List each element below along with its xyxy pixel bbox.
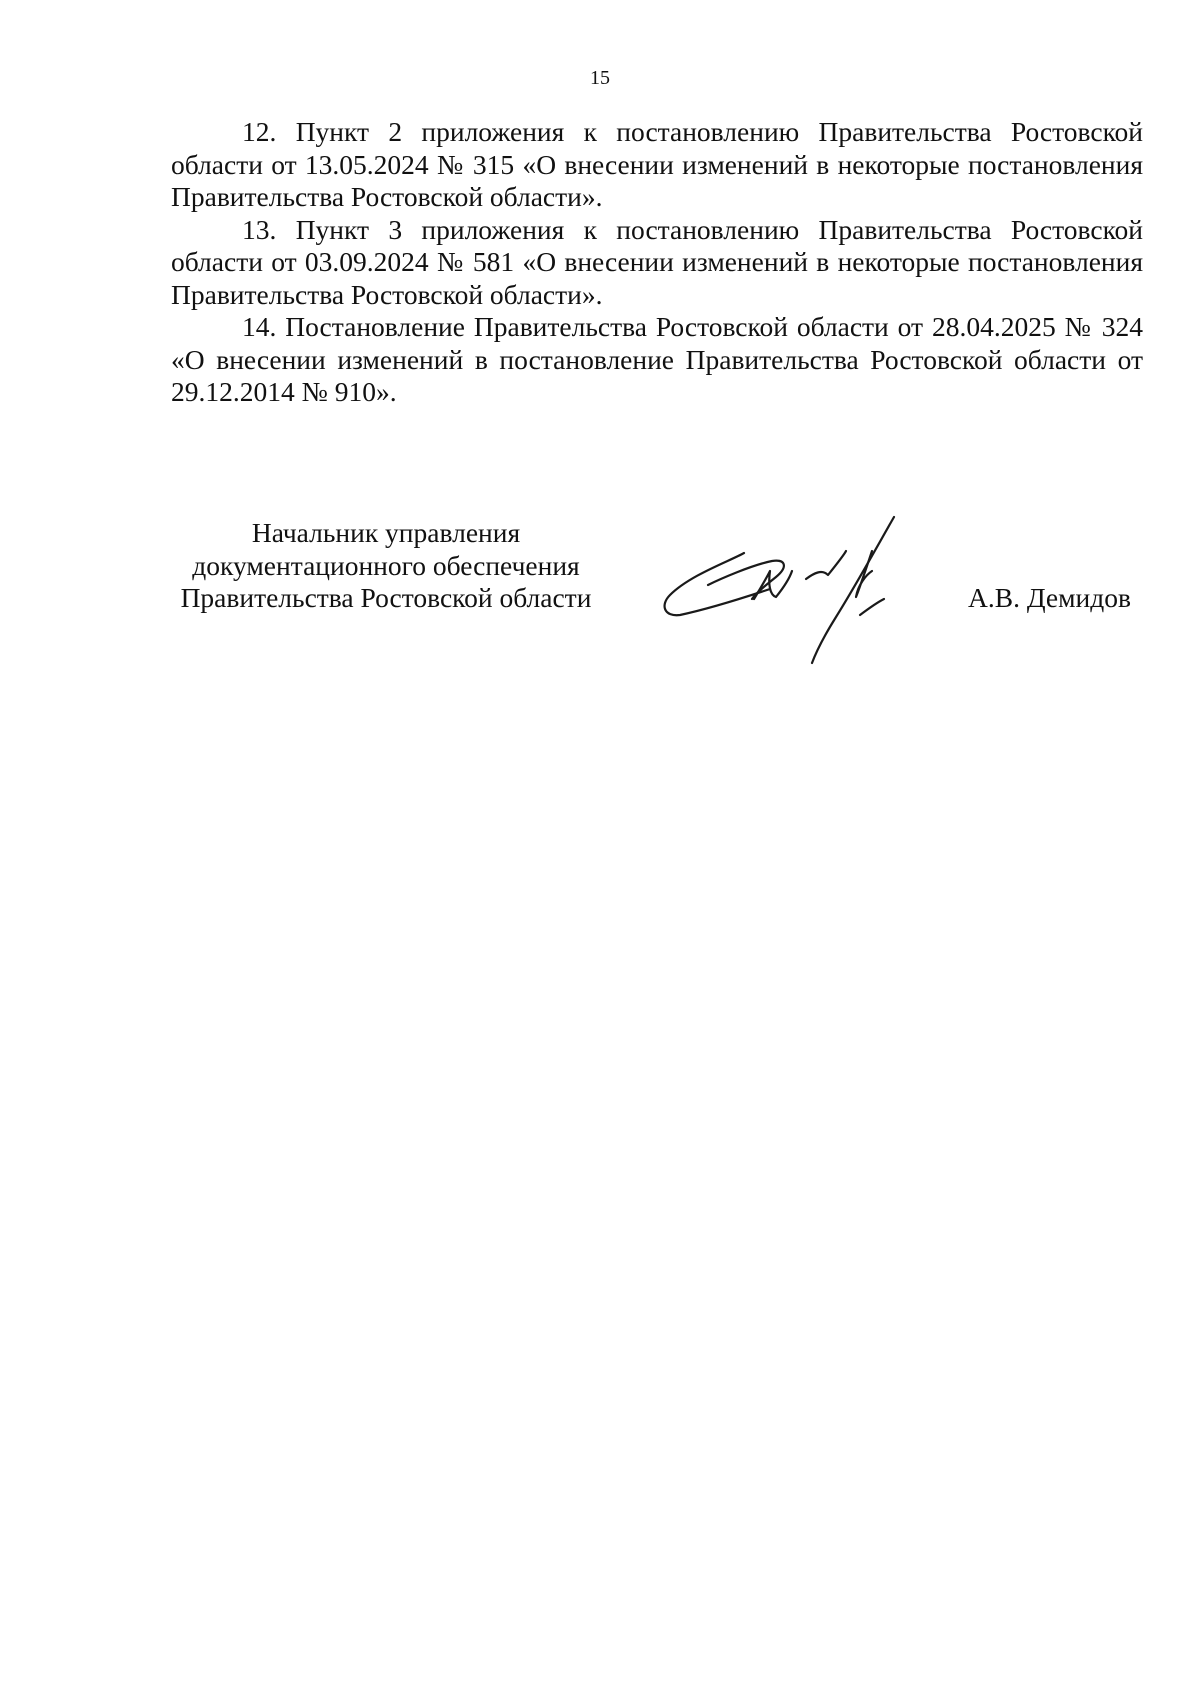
item-number: 14. (242, 311, 277, 342)
signature-stroke (806, 551, 846, 579)
position-line: документационного обеспечения (192, 549, 580, 581)
item-text: Постановление Правительства Ростовской области от 28.04.2025 № 324 «О внесении изменений в постановление Правительства Ростовской области от 29.12.2014 № 910». (171, 311, 1143, 407)
item-number: 13. (242, 213, 277, 245)
page-number: 15 (590, 67, 610, 89)
signature-stroke (860, 599, 884, 615)
signature-stroke (754, 571, 792, 599)
item-text: Пункт 2 приложения к постановлению Правительства Ростовской области от 13.05.2024 № 315 «О внесении изменений в некоторые постановления Правительства Ростовской области». (171, 116, 1143, 212)
signer-name: А.В. Демидов (968, 582, 1131, 613)
signature-stroke (856, 551, 872, 597)
item-number: 12. (242, 116, 277, 147)
list-item-14 (171, 311, 1143, 409)
handwritten-signature (660, 505, 960, 670)
position-line: Правительства Ростовской области (180, 582, 592, 613)
document-body (171, 116, 1143, 409)
signature-stroke (812, 517, 894, 663)
list-item-13 (171, 214, 1143, 312)
signature-stroke (665, 553, 770, 615)
item-text: Пункт 3 приложения к постановлению Правительства Ростовской области от 03.09.2024 № 581 «О внесении изменений в некоторые постановления Правительства Ростовской области». (171, 213, 1143, 310)
position-line: Начальник управления (251, 517, 521, 548)
signatory-position (171, 517, 601, 615)
list-item-12 (171, 116, 1143, 214)
